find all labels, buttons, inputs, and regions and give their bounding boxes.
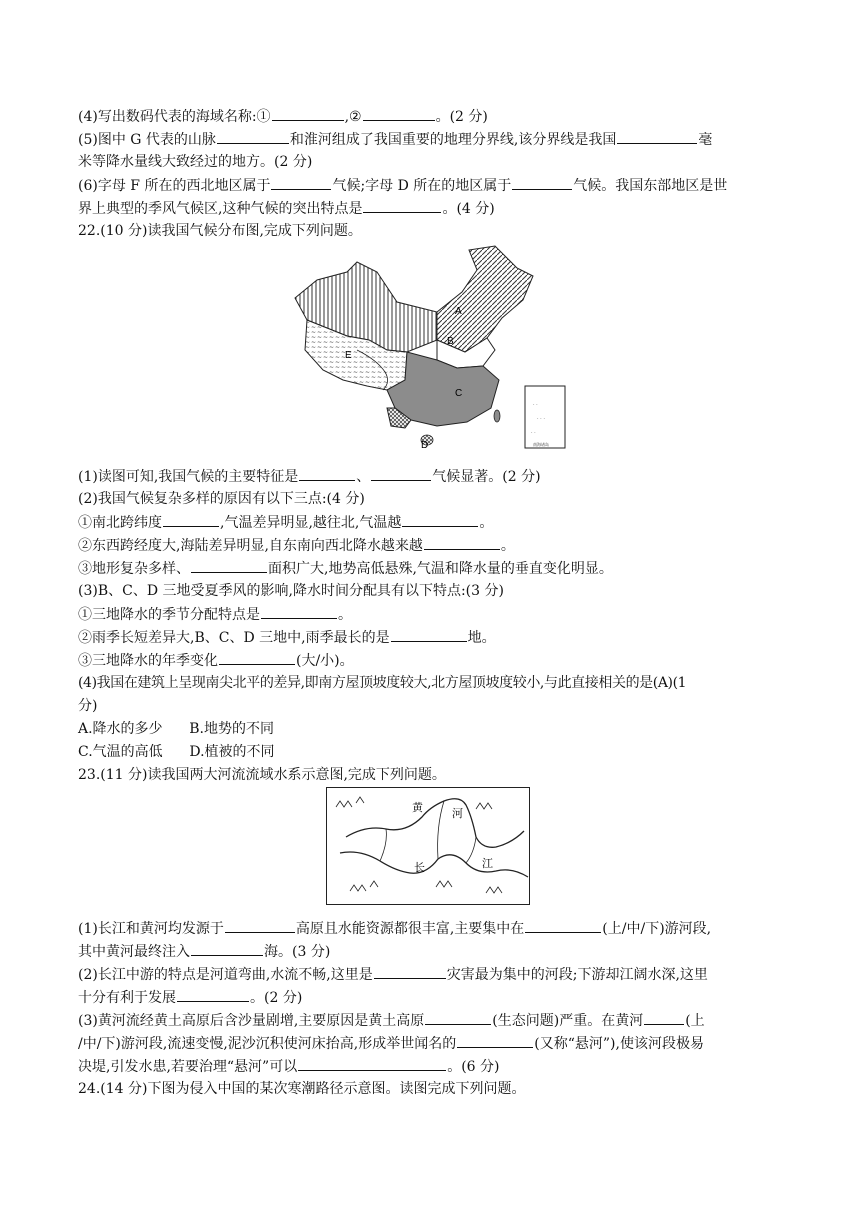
q23-2-line-1: (2)长江中游的特点是河道弯曲,水流不畅,这里是 灾害最为集中的河段;下游却江阔水深,这里 <box>78 964 708 985</box>
answer-blank[interactable] <box>425 1010 491 1025</box>
q22-3a-line: ①三地降水的季节分配特点是 。 <box>78 604 352 625</box>
answer-blank[interactable] <box>374 964 446 979</box>
answer-blank[interactable] <box>363 198 441 213</box>
q23-1-line-1: (1)长江和黄河均发源于 高原且水能资源都很丰富,主要集中在 (上/中/下)游河段, <box>78 918 711 939</box>
q22-2c-line: ③地形复杂多样、 面积广大,地势高低悬殊,气温和降水量的垂直变化明显。 <box>78 558 613 579</box>
answer-blank[interactable] <box>298 1056 446 1071</box>
answer-blank[interactable] <box>177 987 249 1002</box>
q22-1-line: (1)读图可知,我国气候的主要特征是 、 气候显著。(2 分) <box>78 466 541 487</box>
q22-3-line: (3)B、C、D 三地受夏季风的影响,降水时间分配具有以下特点:(3 分) <box>78 583 504 599</box>
answer-blank[interactable] <box>163 512 219 527</box>
q22-4-options-2: C.气温的高低 D.植被的不同 <box>78 744 275 760</box>
label-c: C <box>455 388 463 399</box>
label-he: 河 <box>452 807 463 820</box>
answer-blank[interactable] <box>217 129 289 144</box>
label-d: D <box>421 440 429 451</box>
q22-4-options-1: A.降水的多少 B.地势的不同 <box>78 721 274 737</box>
q6-line-2: 界上典型的季风气候区,这种气候的突出特点是 。(4 分) <box>78 198 495 219</box>
answer-blank[interactable] <box>191 941 263 956</box>
q23-1-line-2: 其中黄河最终注入 海。(3 分) <box>78 941 330 962</box>
q22-2b-line: ②东西跨经度大,海陆差异明显,自东南向西北降水越来越 。 <box>78 535 515 556</box>
q23-heading: 23.(11 分)读我国两大河流流域水系示意图,完成下列问题。 <box>78 767 446 783</box>
label-a: A <box>455 306 462 317</box>
answer-blank[interactable] <box>271 175 331 190</box>
q5-line-1: (5)图中 G 代表的山脉 和淮河组成了我国重要的地理分界线,该分界线是我国 毫 <box>78 129 712 150</box>
answer-blank[interactable] <box>391 627 467 642</box>
q23-2-line-2: 十分有利于发展 。(2 分) <box>78 987 302 1008</box>
answer-blank[interactable] <box>261 604 337 619</box>
q6-line-1: (6)字母 F 所在的西北地区属于 气候;字母 D 所在的地区属于 气候。我国东部地区是世 <box>78 175 727 196</box>
q23-3-line-2: /中/下)游河段,流速变慢,泥沙沉积使河床抬高,形成举世闻名的 (又称“悬河”),使该河段极易 <box>78 1033 704 1054</box>
label-b: B <box>447 336 454 347</box>
svg-text:· ·: · · <box>531 430 536 436</box>
answer-blank[interactable] <box>617 129 697 144</box>
q22-4-line-2: 分) <box>78 698 98 714</box>
answer-blank[interactable] <box>402 512 478 527</box>
q22-4-line-1: (4)我国在建筑上呈现南尖北平的差异,即南方屋顶坡度较大,北方屋顶坡度较小,与此直接相关的是(A)(1 <box>78 675 687 691</box>
answer-blank[interactable] <box>512 175 572 190</box>
answer-blank[interactable] <box>299 466 355 481</box>
answer-blank[interactable] <box>644 1010 684 1025</box>
q22-2a-line: ①南北跨纬度 ,气温差异明显,越往北,气温越 。 <box>78 512 493 533</box>
inset-caption: 南海诸岛 <box>533 442 549 447</box>
label-jiang: 江 <box>482 857 493 870</box>
svg-text:· · ·: · · · <box>537 416 545 422</box>
q24-heading: 24.(14 分)下图为侵入中国的某次寒潮路径示意图。读图完成下列问题。 <box>78 1081 526 1097</box>
svg-text:· ·: · · <box>533 402 538 408</box>
q5-line-2: 米等降水量线大致经过的地方。(2 分) <box>78 154 313 170</box>
answer-blank[interactable] <box>424 535 500 550</box>
q22-3b-line: ②雨季长短差异大,B、C、D 三地中,雨季最长的是 地。 <box>78 627 496 648</box>
label-huang: 黄 <box>412 801 423 814</box>
label-chang: 长 <box>414 861 425 874</box>
q23-3-line-3: 决堤,引发水患,若要治理“悬河”可以 。(6 分) <box>78 1056 500 1077</box>
q22-2-line: (2)我国气候复杂多样的原因有以下三点:(4 分) <box>78 491 365 507</box>
q23-3-line-1: (3)黄河流经黄土高原后含沙量剧增,主要原因是黄土高原 (生态问题)严重。在黄河 (上 <box>78 1010 705 1031</box>
answer-blank[interactable] <box>525 918 601 933</box>
answer-blank[interactable] <box>219 650 295 665</box>
q22-heading: 22.(10 分)读我国气候分布图,完成下列问题。 <box>78 223 362 239</box>
answer-blank[interactable] <box>371 466 431 481</box>
answer-blank[interactable] <box>272 106 344 121</box>
q22-3c-line: ③三地降水的年季变化 (大/小)。 <box>78 650 354 671</box>
answer-blank[interactable] <box>191 558 267 573</box>
q4-line: (4)写出数码代表的海域名称:① ,② 。(2 分) <box>78 106 488 127</box>
answer-blank[interactable] <box>225 918 295 933</box>
climate-map <box>287 240 571 452</box>
river-map <box>326 787 530 905</box>
label-e: E <box>345 350 352 361</box>
answer-blank[interactable] <box>363 106 435 121</box>
answer-blank[interactable] <box>457 1033 533 1048</box>
